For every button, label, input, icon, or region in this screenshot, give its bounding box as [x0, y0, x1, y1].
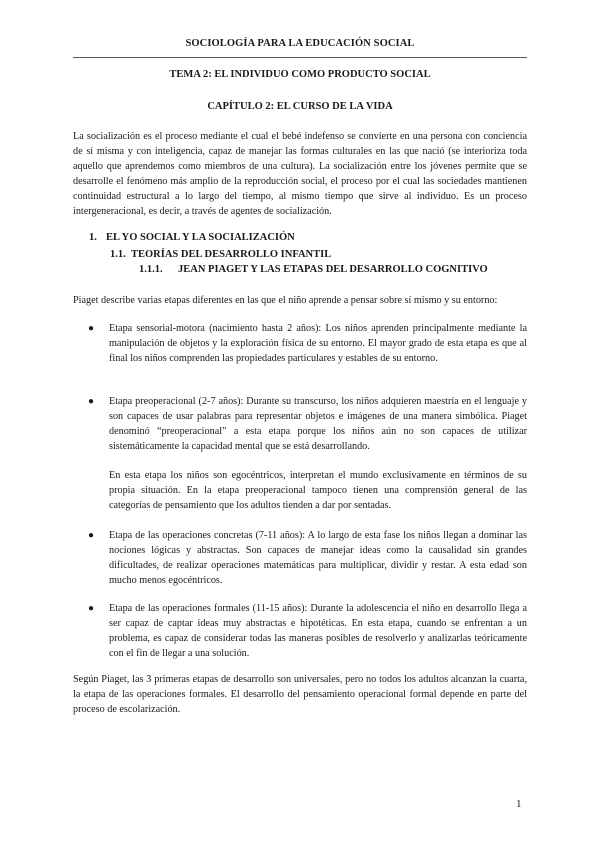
subsection-number: 1.1. — [110, 249, 126, 260]
bullet-icon: ● — [88, 530, 95, 541]
header-divider — [73, 57, 527, 58]
section-number: 1. — [89, 232, 97, 243]
list-item: Etapa preoperacional (2-7 años): Durante su transcurso, los niños adquieren maestría en el lenguaje y son capaces de usar palabras para representar objetos e imágenes de una manera simbólica. Piaget denominó “preoperacional” a esta etapa porque los niños aún no son capaces de utilizar sistemáticamente la capacidad mental que se está desarrollando. — [109, 396, 527, 453]
bullet-icon: ● — [88, 603, 95, 614]
subsubsection-heading: JEAN PIAGET Y LAS ETAPAS DEL DESARROLLO COGNITIVO — [178, 264, 488, 275]
conclusion-paragraph: Según Piaget, las 3 primeras etapas de desarrollo son universales, pero no todos los adultos alcanzan la cuarta, la etapa de las operaciones formales. El desarrollo del pensamiento operacional formal depende en parte del proceso de escolarización. — [73, 674, 527, 716]
subsubsection-number: 1.1.1. — [139, 264, 163, 275]
running-header: SOCIOLOGÍA PARA LA EDUCACIÓN SOCIAL — [185, 38, 415, 49]
section-heading: EL YO SOCIAL Y LA SOCIALIZACIÓN — [106, 232, 295, 243]
intro-paragraph: La socialización es el proceso mediante el cual el bebé indefenso se convierte en una persona con conciencia de sí misma y con inteligencia, capaz de manejar las formas culturales en las que nació (se interioriza toda aquello que aprendemos como miembros de una cultura). La socialización entre los jóvenes permite que se desarrolle el fenómeno más amplio de la reproducción social, el proceso por el cual las sociedades mantienen continuidad estructural a lo largo del tiempo, al mismo tiempo que sirve al individuo. Es un proceso intergeneracional, es decir, a través de agentes de socialización. — [73, 131, 527, 218]
subsection-heading: TEORÍAS DEL DESARROLLO INFANTIL — [131, 249, 332, 260]
bullet-icon: ● — [88, 396, 95, 407]
list-item: Etapa de las operaciones formales (11-15 años): Durante la adolescencia el niño en desarrollo llega a ser capaz de captar ideas muy abstractas e hipotéticas. En esta etapa, cuando se enfrentan a un problema, es capaz de considerar todas las maneras posibles de resolverlo y analizarlas teóricamente con el fin de llegar a una solución. — [109, 603, 527, 660]
list-item: Etapa sensorial-motora (nacimiento hasta 2 años): Los niños aprenden principalmente mediante la manipulación de objetos y la exploración física de su entorno. El mayor grado de esta etapa es que al final los niños comprenden las propiedades particulares y estables de su entorno. — [109, 323, 527, 365]
page-number: 1 — [516, 798, 522, 810]
bullet-icon: ● — [88, 323, 95, 334]
chapter-title: CAPÍTULO 2: EL CURSO DE LA VIDA — [207, 101, 393, 112]
topic-title: TEMA 2: EL INDIVIDUO COMO PRODUCTO SOCIAL — [169, 69, 431, 80]
list-item: Etapa de las operaciones concretas (7-11 años): A lo largo de esta fase los niños llegan a dominar las nociones lógicas y abstractas. Son capaces de manejar ideas como la causalidad sin grandes dificultades, de realizar operaciones matemáticas para multiplicar, dividir y restar. A esta edad son mucho menos egocéntricos. — [109, 530, 527, 587]
piaget-intro-paragraph: Piaget describe varias etapas diferentes en las que el niño aprende a pensar sobre sí mismo y su entorno: — [73, 295, 498, 306]
list-item-continuation: En esta etapa los niños son egocéntricos, interpretan el mundo exclusivamente en términos de su propia situación. En la etapa preoperacional tampoco tienen una comprensión general de las categorías de pensamiento que los adultos tienden a dar por sentadas. — [109, 470, 527, 512]
